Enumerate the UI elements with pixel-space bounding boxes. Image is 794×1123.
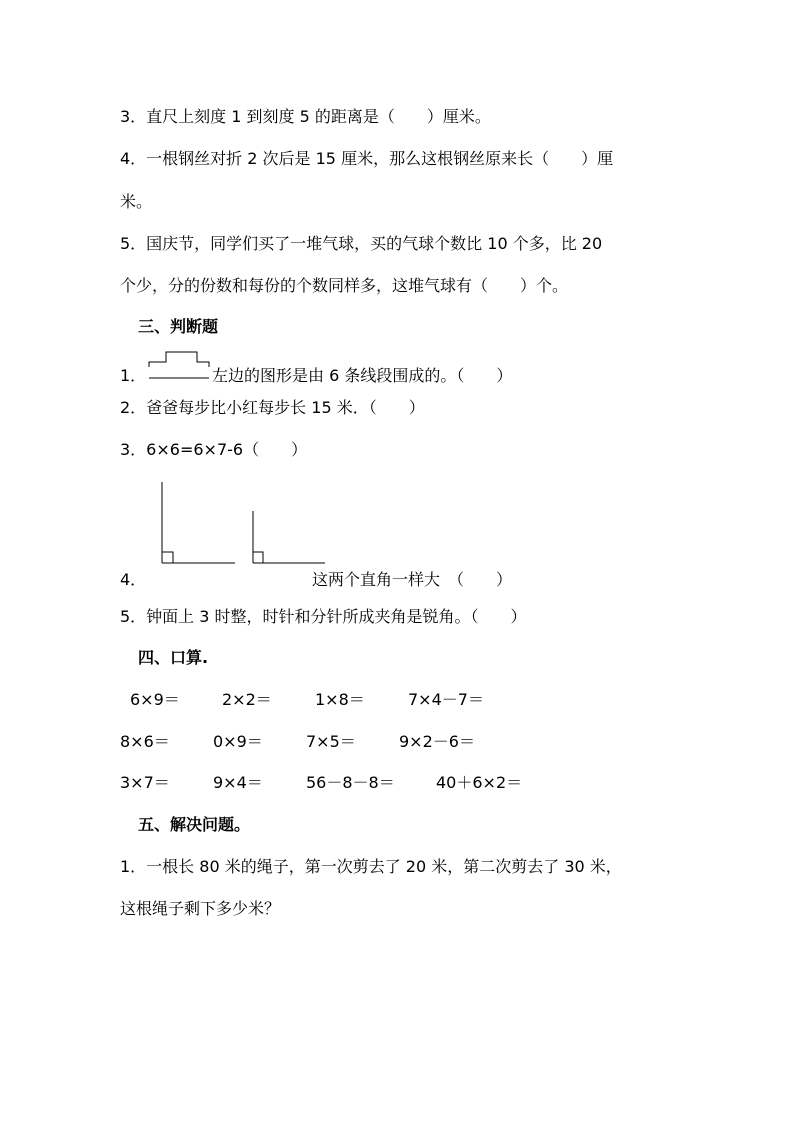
fill-in-question-5-line-2: 个少，分的份数和每份的个数同样多，这堆气球有（ ）个。 bbox=[120, 276, 569, 295]
calc-item: 9×2－6＝ bbox=[399, 732, 475, 751]
calc-item: 8×6＝ bbox=[120, 732, 170, 751]
large-right-angle-icon bbox=[162, 482, 235, 563]
calc-item: 3×7＝ bbox=[120, 773, 170, 792]
calc-item: 56－8－8＝ bbox=[306, 773, 395, 792]
calc-item: 0×9＝ bbox=[213, 732, 263, 751]
calc-item: 2×2＝ bbox=[222, 690, 272, 709]
judge-question-1-number: 1． bbox=[120, 366, 147, 385]
problem-1-line-2: 这根绳子剩下多少米？ bbox=[120, 899, 281, 918]
section-heading-problems: 五、解决问题。 bbox=[138, 815, 251, 834]
problem-1-line-1: 1．一根长 80 米的绳子，第一次剪去了 20 米，第二次剪去了 30 米， bbox=[120, 857, 622, 876]
calc-item: 7×5＝ bbox=[306, 732, 356, 751]
calc-item: 1×8＝ bbox=[315, 690, 365, 709]
judge-question-4-text: 这两个直角一样大 （ ） bbox=[312, 570, 513, 589]
small-right-angle-icon bbox=[253, 511, 325, 563]
calc-item: 6×9＝ bbox=[130, 690, 180, 709]
section-heading-mental-math: 四、口算. bbox=[138, 648, 209, 667]
section-heading-judge: 三、判断题 bbox=[138, 317, 219, 336]
fill-in-question-3: 3．直尺上刻度 1 到刻度 5 的距离是（ ）厘米。 bbox=[120, 107, 491, 126]
calc-item: 40＋6×2＝ bbox=[436, 773, 523, 792]
judge-question-5: 5．钟面上 3 时整，时针和分针所成夹角是锐角。（ ） bbox=[120, 607, 527, 626]
judge-question-4-number: 4． bbox=[120, 570, 147, 589]
fill-in-question-5-line-1: 5．国庆节，同学们买了一堆气球，买的气球个数比 10 个多，比 20 bbox=[120, 234, 603, 253]
calc-item: 7×4－7＝ bbox=[408, 690, 484, 709]
calc-item: 9×4＝ bbox=[213, 773, 263, 792]
right-angles-figure bbox=[155, 478, 335, 568]
segment-figure-icon bbox=[148, 350, 212, 382]
judge-question-2: 2．爸爸每步比小红每步长 15 米．（ ） bbox=[120, 398, 425, 417]
judge-question-1-text: 左边的图形是由 6 条线段围成的。（ ） bbox=[212, 366, 513, 385]
judge-question-3: 3．6×6=6×7-6（ ） bbox=[120, 440, 308, 459]
fill-in-question-4-line-2: 米。 bbox=[120, 192, 153, 211]
fill-in-question-4-line-1: 4．一根钢丝对折 2 次后是 15 厘米，那么这根钢丝原来长（ ）厘 bbox=[120, 149, 614, 168]
